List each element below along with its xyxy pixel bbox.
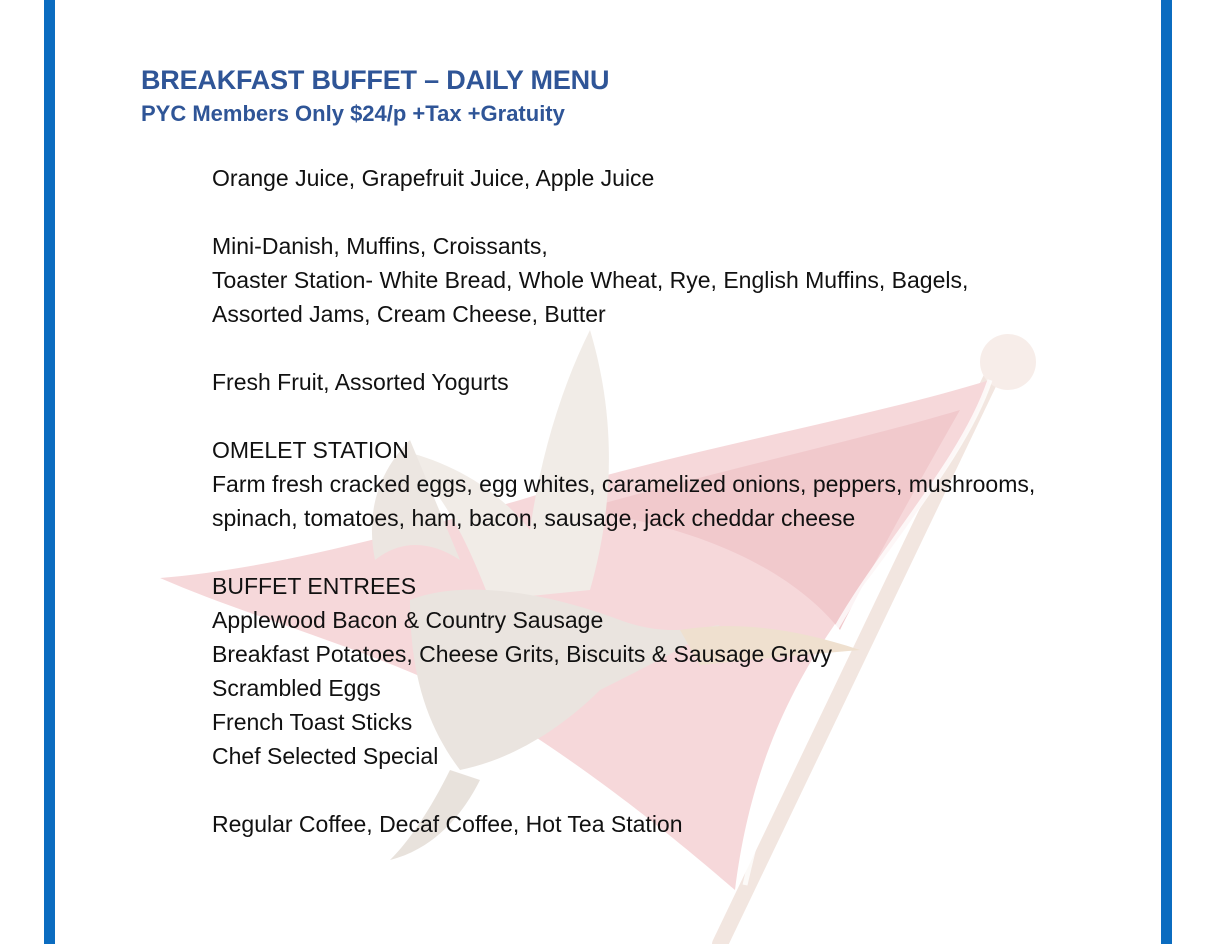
section-heading: OMELET STATION (212, 437, 409, 463)
section-heading: BUFFET ENTREES (212, 573, 417, 599)
menu-list (212, 161, 1152, 875)
price-subtitle: PYC Members Only $24/p +Tax +Gratuity (141, 101, 565, 126)
menu-section-bakery (212, 229, 1152, 331)
menu-line: Regular Coffee, Decaf Coffee, Hot Tea Station (212, 811, 683, 837)
menu-section-fruit (212, 365, 1152, 399)
menu-section-juices (212, 161, 1152, 195)
menu-section-omelet-station (212, 433, 1152, 535)
menu-line: Fresh Fruit, Assorted Yogurts (212, 369, 509, 395)
menu-line: Mini-Danish, Muffins, Croissants, (212, 233, 548, 259)
menu-line: spinach, tomatoes, ham, bacon, sausage, jack cheddar cheese (212, 505, 856, 531)
menu-section-beverages (212, 807, 1152, 841)
menu-line: French Toast Sticks (212, 709, 413, 735)
menu-line: Breakfast Potatoes, Cheese Grits, Biscuits & Sausage Gravy (212, 641, 833, 667)
menu-section-buffet-entrees (212, 569, 1152, 773)
menu-line: Assorted Jams, Cream Cheese, Butter (212, 301, 606, 327)
menu-header (141, 62, 609, 130)
page-title: BREAKFAST BUFFET – DAILY MENU (141, 65, 610, 95)
menu-line: Farm fresh cracked eggs, egg whites, caramelized onions, peppers, mushrooms, (212, 471, 1036, 497)
menu-line: Chef Selected Special (212, 743, 439, 769)
menu-line: Scrambled Eggs (212, 675, 381, 701)
menu-line: Applewood Bacon & Country Sausage (212, 607, 604, 633)
menu-line: Orange Juice, Grapefruit Juice, Apple Juice (212, 165, 655, 191)
menu-line: Toaster Station- White Bread, Whole Wheat, Rye, English Muffins, Bagels, (212, 267, 969, 293)
